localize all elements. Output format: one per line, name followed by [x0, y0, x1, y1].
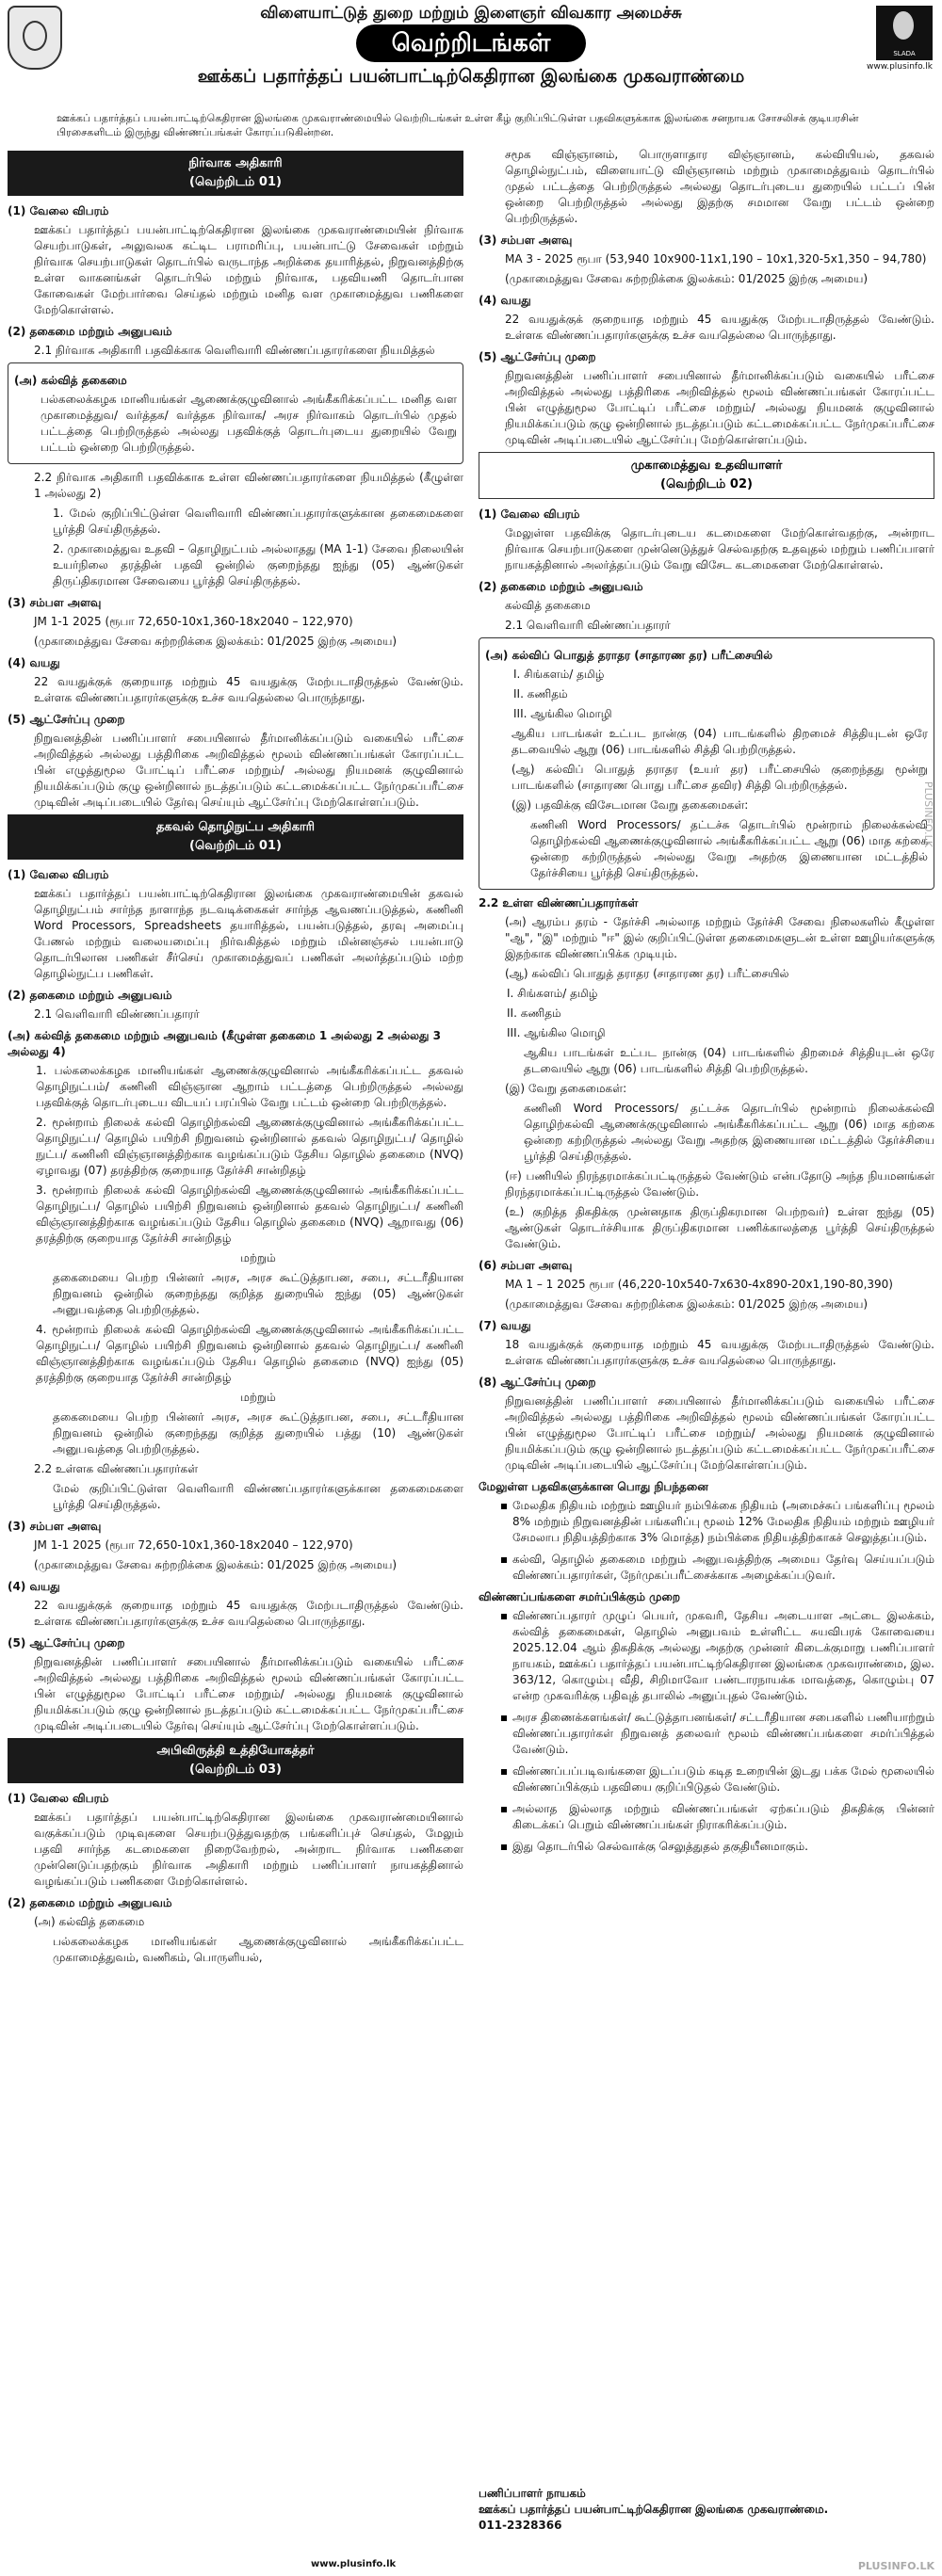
post-title-development-officer: அபிவிருத்தி உத்தியோகத்தர் (வெற்றிடம் 03)	[8, 1738, 463, 1783]
authority-name: ஊக்கப் பதார்த்தப் பயன்பாட்டிற்கெதிரான இலங்கை முகவராண்மை	[197, 66, 745, 87]
footer-title: பணிப்பாளர் நாயகம்	[479, 2487, 586, 2500]
salary-scale: JM 1-1 2025 (ரூபா 72,650-10x1,360-18x2040 – 122,970)	[34, 615, 353, 628]
job-description: ஊக்கப் பதார்த்தப் பயன்பாட்டிற்கெதிரான இலங்கை முகவராண்மையின் நிர்வாக செயற்பாடுகள், அலுவலக கட்டிட பராமரிப்பு, பயன்பாட்டு சேவைகள் மற்றும் நிர்வாக செயற்பாடுகள் தொடர்பில் வருடாந்த அறிக்கை தயாரித்தல், நிறுவனத்திற்கு உள்ள வாகனங்கள் தொடர்பில் மற்றும் நிர்வாக, பதவியணி தொடர்பான கோவைகள் மேற்பார்வை செய்தல் மற்றும் மனித வள முகாமைத்துவ பணிகளை மேற்கொள்ளல்.	[34, 223, 463, 316]
post-title-management-assistant: முகாமைத்துவ உதவியாளர் (வெற்றிடம் 02)	[479, 452, 934, 499]
qualification-item: 4. மூன்றாம் நிலைக் கல்வி தொழிற்கல்வி ஆணைக்குழுவினால் அங்கீகரிக்கப்பட்ட தொழிநுட்ப/ தொழில் பயிற்சி நிறுவனம் ஒன்றினால் தகவல் தொழிநுட்ப/ கணினி விஞ்ஞானத்திற்காக வழங்கப்படும் தேசிய தொழில் தகைமை (NVQ) ஐந்து (05) தரத்திற்கு குறையாத தேர்ச்சி சான்றிதழ்	[36, 1323, 463, 1384]
vacancies-banner: வெற்றிடங்கள்	[356, 24, 586, 62]
logo-mark-icon	[893, 11, 914, 40]
qualification-item: (ஆ) கல்விப் பொதுத் தராதர (சாதாரண தர) பரீட்சையில்	[505, 967, 789, 980]
qualification-item: 2.1 நிர்வாக அதிகாரி பதவிக்காக வெளிவாரி விண்ணப்பதாரர்களை நியமித்தல்	[34, 344, 435, 357]
section-heading: (3) சம்பள அளவு	[479, 233, 573, 247]
and-text: மற்றும்	[240, 1251, 276, 1264]
salary-note: (முகாமைத்துவ சேவை சுற்றறிக்கை இலக்கம்: 01/2025 இற்கு அமைய)	[34, 635, 398, 648]
section-heading: (4) வயது	[8, 1580, 60, 1593]
subject-item: III. ஆங்கில மொழி	[507, 1026, 606, 1039]
qualification-box: (அ) கல்விப் பொதுத் தராதர (சாதாரண தர) பரீட்சையில் I. சிங்களம்/ தமிழ் II. கணிதம் III. ஆங்கில மொழி ஆகிய பாடங்கள் உட்பட நான்கு (04) பாடங்களில் திறமைச் சித்தியுடன் ஒரே தடவையில் ஆறு (06) பாடங்களில் சித்தி பெற்றிருத்தல். (ஆ) கல்விப் பொதுத் தராதர (உயர் தர) பரீட்சையில் குறைந்தது மூன்று பாடங்களில் (சாதாரண பொது பரீட்சை தவிர) சித்தி பெற்றிருத்தல். (இ) பதவிக்கு விசேடமான வேறு தகைமைகள்: கணினி Word Processors/ தட்டச்சு தொடர்பில் மூன்றாம் நிலைக்கல்வி தொழிற்கல்வி ஆணைக்குழுவினால் அங்கீகரிக்கப்பட்ட ஆறு (06) மாத கற்கை ஒன்றை கற்றிருத்தல் அல்லது வேறு அதற்கு இணையான மட்டத்தில் தேர்ச்சியை பூர்த்தி செய்திருத்தல்.	[479, 637, 934, 890]
application-item: விண்ணப்பதாரர் முழுப் பெயர், முகவரி, தேசிய அடையாள அட்டை இலக்கம், கல்வித் தகைமைகள், தொழில் அனுபவம் உள்ளிட்ட சுயவிபரக் கோவையை 2025.12.04 ஆம் திகதிக்கு அல்லது அதற்கு முன்னர் கிடைக்குமாறு பணிப்பாளர் நாயகம், ஊக்கப் பதார்த்தப் பயன்பாட்டிற்கெதிரான இலங்கை முகவராண்மை, இல. 363/12, கொழும்பு வீதி, சிறிமாவோ பண்டாரநாயக்க மாவத்தை, கொழும்பு 07 என்ற முகவரிக்கு பதிவுத் தபாலில் அனுப்புதல் வேண்டும்.	[501, 1608, 934, 1704]
condition-item: கல்வி, தொழில் தகைமை மற்றும் அனுபவத்திற்கு அமைய தேர்வு செய்யப்படும் விண்ணப்பதாரர்கள், நேர்முகப்பரீட்சைக்காக அழைக்கப்படுவர்.	[501, 1552, 934, 1584]
section-heading: (1) வேலை விபரம்	[8, 868, 109, 881]
watermark-bottom: PLUSINFO.LK	[857, 2560, 934, 2572]
qualification-item: (ஈ) பணியில் நிரந்தரமாக்கப்பட்டிருத்தல் வேண்டும் என்பதோடு அந்த நியமனங்கள் நிரந்தரமாக்கப்பட்டிருத்தல் வேண்டும்.	[505, 1169, 934, 1199]
and-text: மற்றும்	[240, 1391, 276, 1404]
footer-website: www.plusinfo.lk	[311, 2559, 397, 2569]
qualification-heading: (அ) கல்வித் தகைமை	[34, 1915, 145, 1928]
section-heading: (5) ஆட்சேர்ப்பு முறை	[479, 350, 596, 363]
recruitment-method: நிறுவனத்தின் பணிப்பாளர் சபையினால் தீர்மானிக்கப்படும் வகையில் பரீட்சை அறிவித்தல் அல்லது பத்திரிகை அறிவித்தல் மூலம் விண்ணப்பங்கள் கோரப்பட்ட பின் எழுத்துமூல போட்டிப் பரீட்சை மற்றும்/ அல்லது நியமனக் குழுவினால் நியமிக்கப்படும் குழு ஒன்றினால் நடத்தப்படும் கட்டமைக்கப்பட்ட நேர்முகப்பரீட்சை முடிவின் அடிப்படையில் ஆட்சேர்ப்பு மேற்கொள்ளப்படும்.	[505, 1394, 934, 1472]
header	[0, 0, 942, 105]
slada-logo: SLADA	[876, 6, 933, 60]
application-item: அல்லாத இல்லாத மற்றும் விண்ணப்பங்கள் ஏற்கப்படும் திகதிக்கு பின்னர் கிடைக்கப் பெறும் விண்ணப்பங்கள் நிராகரிக்கப்படும்.	[501, 1801, 934, 1833]
subject-item: I. சிங்களம்/ தமிழ்	[507, 987, 598, 1000]
application-method-heading: விண்ணப்பங்களை சமர்ப்பிக்கும் முறை	[479, 1590, 680, 1603]
salary-note: (முகாமைத்துவ சேவை சுற்றறிக்கை இலக்கம்: 01/2025 இற்கு அமைய)	[505, 1297, 869, 1311]
qualification-item: (இ) வேறு தகைமைகள்:	[505, 1082, 627, 1095]
qualification-item: பல்கலைக்கழக மானியங்கள் ஆணைக்குழுவினால் அங்கீகரிக்கப்பட்ட முகாமைத்துவம், வணிகம், பொருளியல்,	[53, 1935, 463, 1964]
qualification-item: (உ) குறித்த திகதிக்கு முன்னதாக திருப்திகரமான பெற்றவர்) உள்ள ஐந்து (05) ஆண்டுகள் தொடர்ச்சியாக திருப்திகரமான பணிக்காலத்தை பூர்த்தி செய்திருத்தல் வேண்டும்.	[505, 1205, 934, 1250]
section-heading: (2) தகைமை மற்றும் அனுபவம்	[8, 325, 172, 338]
right-column	[479, 147, 934, 1860]
section-heading: (2) தகைமை மற்றும் அனுபவம்	[8, 1896, 172, 1909]
section-heading: (7) வயது	[479, 1319, 531, 1332]
qualification-item: 2.1 வெளிவாரி விண்ணப்பதாரர்	[505, 619, 671, 632]
job-description: மேலுள்ள பதவிக்கு தொடர்புடைய கடமைகளை மேற்கொள்வதற்கு, அன்றாட நிர்வாக செயற்பாடுகளை முன்னெடுத்துச் செல்வதற்கு உதவுதல் மற்றும் பணிப்பாளர் நாயகத்தினால் அலர்த்தப்படும் வேறு விசேட கடமைகளை மேற்கொள்ளல்.	[505, 526, 934, 572]
left-column	[8, 147, 463, 1970]
qualification-item: கணினி Word Processors/ தட்டச்சு தொடர்பில் மூன்றாம் நிலைக்கல்வி தொழிற்கல்வி ஆணைக்குழுவினால் அங்கீகரிக்கப்பட்ட ஆறு (06) மாத கற்கை ஒன்றை கற்றிருத்தல் அல்லது வேறு அதற்கு இணையான மட்டத்தில் தேர்ச்சியை பூர்த்தி செய்திருத்தல்.	[524, 1102, 934, 1163]
age-requirement: 22 வயதுக்குக் குறையாத மற்றும் 45 வயதுக்கு மேற்படாதிருத்தல் வேண்டும். உள்ளக விண்ணப்பதாரர்களுக்கு உச்ச வயதெல்லை பொருந்தாது.	[34, 675, 463, 704]
age-requirement: 18 வயதுக்குக் குறையாத மற்றும் 45 வயதுக்கு மேற்படாதிருத்தல் வேண்டும். உள்ளக விண்ணப்பதாரர்களுக்கு உச்ச வயதெல்லை பொருந்தாது.	[505, 1338, 934, 1367]
subject-item: II. கணிதம்	[507, 1006, 561, 1020]
salary-scale: MA 1 – 1 2025 ரூபா (46,220-10x540-7x630-4x890-20x1,190-80,390)	[505, 1278, 893, 1291]
post-title-admin-officer: நிர்வாக அதிகாரி (வெற்றிடம் 01)	[8, 151, 463, 196]
section-heading: (1) வேலை விபரம்	[479, 507, 580, 521]
qualification-item: ஆகிய பாடங்கள் உட்பட நான்கு (04) பாடங்களில் திறமைச் சித்தியுடன் ஒரே தடவையில் ஆறு (06) பாடங்களில் சித்தி பெற்றிருத்தல்.	[524, 1046, 934, 1075]
salary-note: (முகாமைத்துவ சேவை சுற்றறிக்கை இலக்கம்: 01/2025 இற்கு அமைய)	[505, 272, 869, 285]
application-item: விண்ணப்பப்படிவங்களை இடப்படும் கடித உறையின் இடது பக்க மேல் மூலையில் விண்ணப்பிக்கும் பதவியை குறிப்பிடுதல் வேண்டும்.	[501, 1763, 934, 1795]
recruitment-method: நிறுவனத்தின் பணிப்பாளர் சபையினால் தீர்மானிக்கப்படும் வகையில் பரீட்சை அறிவித்தல் அல்லது பத்திரிகை அறிவித்தல் மூலம் விண்ணப்பங்கள் கோரப்பட்ட பின் எழுத்துமூல போட்டிப் பரீட்சை மற்றும்/ அல்லது நியமனக் குழுவினால் நியமிக்கப்படும் குழு ஒன்றினால் நடத்தப்படும் கட்டமைக்கப்பட்ட நேர்முகப்பரீட்சை முடிவின் அடிப்படையில் தேர்வு செய்யும் ஆட்சேர்ப்பு மேற்கொள்ளப்படும்.	[34, 1655, 463, 1732]
job-description: ஊக்கப் பதார்த்தப் பயன்பாட்டிற்கெதிரான இலங்கை முகவராண்மையின் தகவல் தொழிநுட்பம் சார்ந்த நாளாந்த நடவடிக்கைகள் சார்ந்த ஆவணப்படுத்தல், கணினி Word Processors, Spreadsheets தயாரித்தல், பயன்படுத்தல், தரவு அமைப்பு பேணல் மற்றும் வலையமைப்பு நிர்வகித்தல் மற்றும் மின்னஞ்சல் பயன்பாடு தொடர்பிலான பணிகள் சீர்செய் முகாமைத்துவப் பணிகள் அலர்த்தப்படும் மற்ற தொழில்நுட்ப பணிகள்.	[34, 887, 463, 980]
sri-lanka-emblem-icon	[8, 6, 62, 70]
qualification-item: 1. பல்கலைக்கழக மானியங்கள் ஆணைக்குழுவினால் அங்கீகரிக்கப்பட்ட தகவல் தொழிநுட்பம்/ கணினி விஞ்ஞான ஆறாம் பட்டத்தை பெற்றிருத்தல் அல்லது பதவிக்குத் தொடர்புடைய விடயப் பரப்பில் வேறு பட்டம் ஒன்றை பெற்றிருத்தல்.	[36, 1064, 463, 1109]
qualification-item: 2.2 நிர்வாக அதிகாரி பதவிக்காக உள்ள விண்ணப்பதாரர்களை நியமித்தல் (கீழுள்ள 1 அல்லது 2)	[34, 471, 463, 500]
section-heading: (5) ஆட்சேர்ப்பு முறை	[8, 713, 125, 726]
section-heading: (2) தகைமை மற்றும் அனுபவம்	[479, 580, 643, 593]
qualification-heading: (அ) கல்வித் தகைமை மற்றும் அனுபவம் (கீழுள்ள தகைமை 1 அல்லது 2 அல்லது 3 அல்லது 4)	[8, 1029, 441, 1058]
age-requirement: 22 வயதுக்குக் குறையாத மற்றும் 45 வயதுக்கு மேற்படாதிருத்தல் வேண்டும். உள்ளக விண்ணப்பதாரர்களுக்கு உச்ச வயதெல்லை பொருந்தாது.	[34, 1599, 463, 1628]
salary-scale: JM 1-1 2025 (ரூபா 72,650-10x1,360-18x2040 – 122,970)	[34, 1538, 353, 1552]
salary-scale: MA 3 - 2025 ரூபா (53,940 10x900-11x1,190 – 10x1,320-5x1,350 – 94,780)	[505, 252, 927, 266]
job-description: ஊக்கப் பதார்த்தப் பயன்பாட்டிற்கெதிரான இலங்கை முகவராண்மையினால் வகுக்கப்படும் முடிவுகளை செயற்படுத்துவதற்கு பங்களிப்புச் செய்தல், மேலும் பதவி சார்ந்த கடமைகளை நிறைவேற்றல், அன்றாட நிர்வாக பணிகளை முன்னெடுப்பதற்கும் நிர்வாக அதிகாரி மற்றும் பணிப்பாளர் நாயகத்தினால் வழங்கப்படும் பணிகளை மேற்கொள்ளல்.	[34, 1811, 463, 1888]
qualification-item: (அ) ஆரம்ப தரம் - தேர்ச்சி அல்லாத மற்றும் தேர்ச்சி சேவை நிலைகளில் கீழுள்ள "ஆ", "இ" மற்றும் "ஈ" இல் குறிப்பிட்டுள்ள தகைமைகளுடன் உள்ள ஊழியர்களுக்கு இதற்காக விண்ணப்பிக்க முடியும்.	[505, 915, 934, 960]
general-conditions-heading: மேலுள்ள பதவிகளுக்கான பொது நிபந்தனை	[479, 1480, 708, 1493]
ministry-name: விளையாட்டுத் துறை மற்றும் இளைஞர் விவகார அமைச்சு	[260, 4, 682, 23]
application-item: அரச திணைக்களங்கள்/ கூட்டுத்தாபனங்கள்/ சட்டரீதியான சபைகளில் பணியாற்றும் விண்ணப்பதாரர்கள் நிறுவனத் தலைவர் மூலம் விண்ணப்பங்களை சமர்ப்பித்தல் வேண்டும்.	[501, 1710, 934, 1758]
section-heading: (8) ஆட்சேர்ப்பு முறை	[479, 1376, 596, 1389]
footer-signature	[479, 2486, 934, 2534]
qualification-item: 3. மூன்றாம் நிலைக் கல்வி தொழிற்கல்வி ஆணைக்குழுவினால் அங்கீகரிக்கப்பட்ட தொழிநுட்ப/ தொழில் பயிற்சி நிறுவனம் ஒன்றினால் தகவல் தொழிநுட்ப/ கணினி விஞ்ஞானத்திற்காக வழங்கப்படும் தேசிய தொழில் தகைமை (NVQ) ஆறாவது (06) தரத்திற்கு குறையாத தேர்ச்சி சான்றிதழ்	[36, 1183, 463, 1245]
watermark-side: PLUSINFO.LK	[922, 781, 934, 847]
age-requirement: 22 வயதுக்குக் குறையாத மற்றும் 45 வயதுக்கு மேற்படாதிருத்தல் வேண்டும். உள்ளக விண்ணப்பதாரர்களுக்கு உச்ச வயதெல்லை பொருந்தாது.	[505, 313, 934, 342]
post-title-it-officer: தகவல் தொழிநுட்ப அதிகாரி (வெற்றிடம் 01)	[8, 814, 463, 860]
section-heading: (4) வயது	[8, 656, 60, 669]
qualification-item: சமூக விஞ்ஞானம், பொருளாதார விஞ்ஞானம், கல்வியியல், தகவல் தொழில்நுட்பம், விளையாட்டு விஞ்ஞானம் மற்றும் முகாமைத்துவம் தொடர்பில் முதல் பட்டத்தை பெற்றிருத்தல் அல்லது தொடர்புடைய துறையில் பட்டப் பின் ஒன்றை பெற்றிருத்தல் அல்லது இதற்கு சமமான வேறு பட்டம் ஒன்றை பெற்றிருத்தல்.	[505, 148, 934, 225]
qualification-heading: கல்வித் தகைமை	[505, 599, 591, 612]
application-item: இது தொடர்பில் செல்வாக்கு செலுத்துதல் தகுதியீனமாகும்.	[501, 1839, 934, 1855]
section-heading: (1) வேலை விபரம்	[8, 204, 109, 217]
footer-organisation: ஊக்கப் பதார்த்தப் பயன்பாட்டிற்கெதிரான இலங்கை முகவராண்மை.	[479, 2503, 829, 2516]
qualification-item: 2. மூன்றாம் நிலைக் கல்வி தொழிற்கல்வி ஆணைக்குழுவினால் அங்கீகரிக்கப்பட்ட தொழிநுட்ப/ தொழில் பயிற்சி நிறுவனம் ஒன்றினால் தகவல் தொழிநுட்ப/ தொழில் நுட்ப/ கணினி விஞ்ஞானத்திற்காக வழங்கப்படும் தேசிய தொழில் தகைமை (NVQ) ஏழாவது (07) தரத்திற்கு குறையாத தேர்ச்சி சான்றிதழ்	[36, 1116, 463, 1177]
condition-item: மேலதிக நிதியம் மற்றும் ஊழியர் நம்பிக்கை நிதியம் (அமைச்சுப் பங்களிப்பு மூலம் 8% மற்றும் நிறுவனத்தின் பங்களிப்பு மூலம் 12% மேலதிக நிதியம் மற்றும் ஊழியர் சேமலாப நிதியத்திற்காக 3% மொத்த) நம்பிக்கை நிதியத்திற்காகச் செலுத்தப்படும்.	[501, 1498, 934, 1546]
section-heading: (3) சம்பள அளவு	[8, 596, 102, 609]
salary-note: (முகாமைத்துவ சேவை சுற்றறிக்கை இலக்கம்: 01/2025 இற்கு அமைய)	[34, 1558, 398, 1571]
intro-paragraph: ஊக்கப் பதார்த்தப் பயன்பாட்டிற்கெதிரான இலங்கை முகவராண்மையில் வெற்றிடங்கள் உள்ள கீழ் குறிப்பிட்டுள்ள பதவிகளுக்காக இலங்கை சனநாயக சோசலிசக் குடியரசின் பிரசைகளிடம் இருந்து விண்ணப்பங்கள் கோரப்படுகின்றன.	[57, 112, 859, 138]
qualification-item: 2.2 உள்ளக விண்ணப்பதாரர்கள்	[34, 1462, 199, 1475]
qualification-box: (அ) கல்வித் தகைமை பல்கலைக்கழக மானியங்கள் ஆணைக்குழுவினால் அங்கீகரிக்கப்பட்ட மனித வள முகாமைத்துவ/ வர்த்தக/ வர்த்தக நிர்வாக/ அரச நிர்வாகம் தொடர்பில் முதல் பட்டத்தை பெற்றிருத்தல் அல்லது பதவிக்குத் தொடர்புடைய துறையில் வேறு பட்டம் ஒன்றை பெற்றிருத்தல்.	[8, 362, 463, 464]
qualification-item: 1. மேல் குறிப்பிட்டுள்ள வெளிவாரி விண்ணப்பதாரர்களுக்கான தகைமைகளை பூர்த்தி செய்திருத்தல்.	[53, 507, 463, 536]
qualification-item: தகைமையை பெற்ற பின்னர் அரச, அரச கூட்டுத்தாபன, சபை, சட்டரீதியான நிறுவனம் ஒன்றில் குறைந்தது குறித்த துறையில் பத்து (10) ஆண்டுகள் அனுபவத்தை பெற்றிருத்தல்.	[53, 1410, 463, 1456]
recruitment-method: நிறுவனத்தின் பணிப்பாளர் சபையினால் தீர்மானிக்கப்படும் வகையில் பரீட்சை அறிவித்தல் அல்லது பத்திரிகை அறிவித்தல் மூலம் விண்ணப்பங்கள் கோரப்பட்ட பின் எழுத்துமூல போட்டிப் பரீட்சை மற்றும்/ அல்லது நியமனக் குழுவினால் நியமிக்கப்படும் குழு ஒன்றினால் நடத்தப்படும் கட்டமைக்கப்பட்ட நேர்முகப்பரீட்சை முடிவின் அடிப்படையில் ஆட்சேர்ப்பு மேற்கொள்ளப்படும்.	[505, 369, 934, 446]
recruitment-method: நிறுவனத்தின் பணிப்பாளர் சபையினால் தீர்மானிக்கப்படும் வகையில் பரீட்சை அறிவித்தல் அல்லது பத்திரிகை அறிவித்தல் மூலம் விண்ணப்பங்கள் கோரப்பட்ட பின் எழுத்துமூல போட்டிப் பரீட்சை மற்றும்/ அல்லது நியமனக் குழுவினால் நியமிக்கப்படும் குழு ஒன்றினால் நடத்தப்படும் கட்டமைக்கப்பட்ட நேர்முகப்பரீட்சை முடிவின் அடிப்படையில் தேர்வு செய்யும் ஆட்சேர்ப்பு மேற்கொள்ளப்படும்.	[34, 732, 463, 809]
section-heading: (6) சம்பள அளவு	[479, 1259, 573, 1272]
qualification-heading: 2.2 உள்ள விண்ணப்பதாரர்கள்	[479, 896, 639, 910]
section-heading: (5) ஆட்சேர்ப்பு முறை	[8, 1636, 125, 1650]
qualification-item: தகைமையை பெற்ற பின்னர் அரச, அரச கூட்டுத்தாபன, சபை, சட்டரீதியான நிறுவனம் ஒன்றில் குறைந்தது குறித்த துறையில் ஐந்து (05) ஆண்டுகள் அனுபவத்தை பெற்றிருத்தல்.	[53, 1271, 463, 1316]
section-heading: (1) வேலை விபரம்	[8, 1792, 109, 1805]
qualification-item: 2.1 வெளிவாரி விண்ணப்பதாரர்	[34, 1007, 200, 1021]
section-heading: (4) வயது	[479, 294, 531, 307]
section-heading: (3) சம்பள அளவு	[8, 1520, 102, 1533]
website-text: www.plusinfo.lk	[866, 62, 933, 72]
qualification-item: மேல் குறிப்பிட்டுள்ள வெளிவாரி விண்ணப்பதாரர்களுக்கான தகைமைகளை பூர்த்தி செய்திருத்தல்.	[53, 1482, 463, 1511]
footer-phone: 011-2328366	[479, 2519, 562, 2532]
section-heading: (2) தகைமை மற்றும் அனுபவம்	[8, 989, 172, 1002]
qualification-item: 2. முகாமைத்துவ உதவி – தொழிநுட்பம் அல்லாதது (MA 1-1) சேவை நிலையின் உயர்நிலை தரத்தின் பதவி ஒன்றில் குறைந்தது ஐந்து (05) ஆண்டுகள் திருப்திகரமான சேவையை பூர்த்தி செய்திருத்தல்.	[53, 542, 463, 588]
